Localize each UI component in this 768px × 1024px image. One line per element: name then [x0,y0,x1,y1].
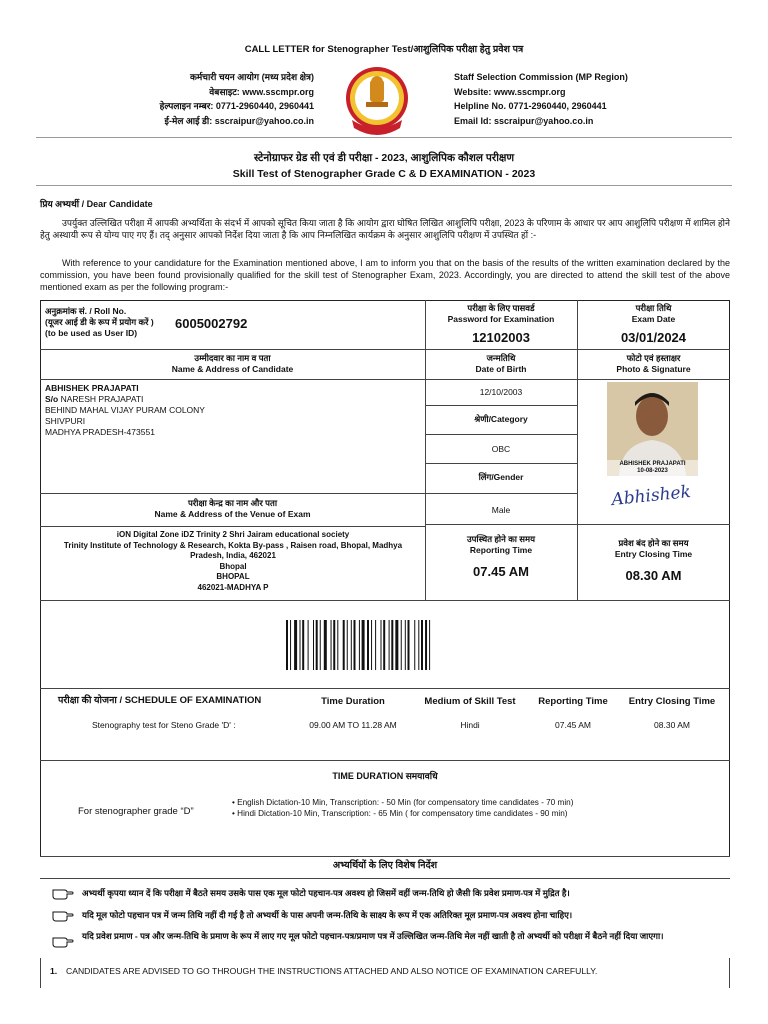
father-name: NARESH PRAJAPATI [60,394,144,404]
roll-label: अनुक्रमांक सं. / Roll No. (यूजर आई डी के रूप में प्रयोग करें ) (to be used as User ID) [45,306,154,338]
address-line: BEHIND MAHAL VIJAY PURAM COLONY [45,405,205,415]
org-email-hi: ई-मेल आई डी: sscraipur@yahoo.co.in [164,115,314,126]
photo-caption-name: ABHISHEK PRAJAPATI [619,461,686,467]
list-item: • Hindi Dictation-10 Min, Transcription: - 65 Min ( for compensatory time candidates - 90 min) [232,808,568,818]
password-label: परीक्षा के लिए पासवर्ड Password for Examination [447,303,555,324]
exam-title-hi: स्टेनोग्राफर ग्रेड सी एवं डी परीक्षा - 2023, आशुलिपिक कौशल परीक्षण [253,152,515,164]
org-helpline-en: Helpline No. 0771-2960440, 2960441 [454,101,607,111]
list-item: • English Dictation-10 Min, Transcription: - 50 Min (for compensatory time candidates - 70 min) [232,798,574,807]
org-email-en: Email Id: sscraipur@yahoo.co.in [454,115,594,126]
candidate-details: ABHISHEK PRAJAPATI S/o NARESH PRAJAPATI BEHIND MAHAL VIJAY PURAM COLONY SHIVPURI MADHYA PRADESH-473551 [45,383,420,438]
schedule-medium: Hindi [460,720,480,730]
time-duration-list [232,798,712,819]
candidate-photo [607,382,698,476]
org-info-english [454,70,714,128]
pointing-hand-icon [52,934,74,948]
schedule-closing: 08.30 AM [654,720,690,730]
instruction-item: यदि प्रवेश प्रमाण - पत्र और जन्म-तिथि के प्रमाण के रूप में लाए गए मूल फोटो पहचान-पत्र/प्रमाण पत्र में उल्लिखित जन्म-तिथि मेल नहीं खाती है तो अभ्यर्थी को परीक्षा में बैठने नहीं दिया जाएगा। [82,931,664,941]
org-website-en: Website: www.sscmpr.org [454,86,566,97]
org-info-hindi [80,70,314,128]
org-website-hi: वेबसाइट: www.sscmpr.org [209,86,314,97]
closing-label: प्रवेश बंद होने का समय Entry Closing Time [614,538,693,559]
exam-title-en: Skill Test of Stenographer Grade C & D EXAMINATION - 2023 [232,168,536,180]
venue-address: iON Digital Zone iDZ Trinity 2 Shri Jairam educational society Trinity Institute of Technology & Research, Kokta By-pass , Raisen road, Bhopal, Madhya Pradesh, India, 462021 Bhopal BHOPAL 462021-MADHYA P [63,530,403,592]
barcode [286,620,480,670]
schedule-col-duration: Time Duration [321,696,385,707]
reporting-label: उपस्थित होने का समय Reporting Time [466,534,536,555]
roll-number: 6005002792 [175,316,248,331]
schedule-test-name: Stenography test for Steno Grade 'D' : [92,720,236,730]
time-duration-label: For stenographer grade “D” [78,806,194,817]
instruction-item: यदि मूल फोटो पहचान पत्र में जन्म तिथि नहीं दी गई है तो अभ्यर्थी के पास अपनी जन्म-तिथि के साक्ष्य के रूप में एक अतिरिक्त मूल प्रमाण-पत्र अवश्य होना चाहिए। [82,910,573,920]
org-helpline-hi: हेल्पलाइन नम्बर: 0771-2960440, 2960441 [159,101,314,111]
address-line: SHIVPURI [45,416,86,426]
numbered-instruction: CANDIDATES ARE ADVISED TO GO THROUGH THE INSTRUCTIONS ATTACHED AND ALSO NOTICE OF EXAMINATION CAREFULLY. [66,966,598,976]
dob-value: 12/10/2003 [479,387,523,397]
title-divider [36,185,732,186]
time-duration-title: TIME DURATION समयावधि [332,771,438,781]
schedule-title: परीक्षा की योजना / SCHEDULE OF EXAMINATION [58,695,262,706]
schedule-col-reporting: Reporting Time [538,696,608,707]
schedule-duration: 09.00 AM TO 11.28 AM [309,720,397,730]
gender-label: लिंग/Gender [478,472,524,482]
instructions-title: अभ्यर्थियों के लिए विशेष निर्देश [332,860,438,871]
closing-time: 08.30 AM [625,568,682,583]
intro-paragraph-hi: उपर्युक्त उल्लिखित परीक्षा में आपकी अभ्यर्थिता के संदर्भ में आपको सूचित किया जाता है कि आयोग द्वारा घोषित लिखित आशुलिपि परीक्षा, 2023 के परिणाम के आधार पर आप आशुलिपि परीक्षण में शामिल होने हेतु अस्थायी रूप से योग्य पाए गए हैं। तद् अनुसार आपको निर्देश दिया जाता है कि आप निम्नलिखित कार्यक्रम के अनुसार आशुलिपि परीक्षण में उपस्थित हों :- [40,218,730,240]
intro-paragraph-en: With reference to your candidature for the Examination mentioned above, I am to inform you that on the basis of the results of the written examination declared by the commission, you have been found provisionally qualified for the skill test of Stenographer Exam, 2023. Accordingly, you are directed to attend the skill test of the above mentioned exam as per the following program:- [40,258,730,292]
category-value: OBC [491,444,511,454]
exam-date-value: 03/01/2024 [620,330,687,345]
gender-value: Male [491,505,511,515]
candidate-label: उम्मीदवार का नाम व पता Name & Address of Candidate [171,353,294,374]
exam-title [0,150,768,182]
reporting-time: 07.45 AM [473,564,529,579]
exam-date-label: परीक्षा तिथि Exam Date [631,303,676,324]
schedule-reporting: 07.45 AM [555,720,591,730]
dob-label: जन्मतिथि Date of Birth [475,353,527,374]
salutation: प्रिय अभ्यर्थी / Dear Candidate [40,199,153,209]
venue-label: परीक्षा केन्द्र का नाम और पता Name & Address of the Venue of Exam [154,498,311,519]
category-label: श्रेणी/Category [474,414,528,424]
call-letter-title: CALL LETTER for Stenographer Test/आशुलिपिक परीक्षा हेतु प्रवेश पत्र [244,44,524,55]
instruction-item: अभ्यर्थी कृपया ध्यान दें कि परीक्षा में बैठते समय उसके पास एक मूल फोटो पहचान-पत्र अवश्य हो जिसमें वहीं जन्म-तिथि हो जैसी कि प्रवेश प्रमाण-पत्र में मुद्रित है। [82,888,570,898]
photo-caption-date: 10-08-2023 [637,468,668,474]
candidate-name: ABHISHEK PRAJAPATI [45,383,139,393]
candidate-signature: Abhishek [610,481,692,511]
schedule-col-medium: Medium of Skill Test [424,696,516,707]
header-divider [36,137,732,138]
photo-label: फोटो एवं हस्ताक्षर Photo & Signature [616,353,691,374]
schedule-col-closing: Entry Closing Time [628,696,716,707]
pointing-hand-icon [52,886,74,900]
org-name-en: Staff Selection Commission (MP Region) [454,72,628,82]
address-line: MADHYA PRADESH-473551 [45,427,155,437]
numbered-instruction-no: 1. [50,966,58,976]
pointing-hand-icon [52,908,74,922]
password-value: 12102003 [472,330,530,345]
org-name-hi: कर्मचारी चयन आयोग (मध्य प्रदेश क्षेत्र) [189,72,314,82]
